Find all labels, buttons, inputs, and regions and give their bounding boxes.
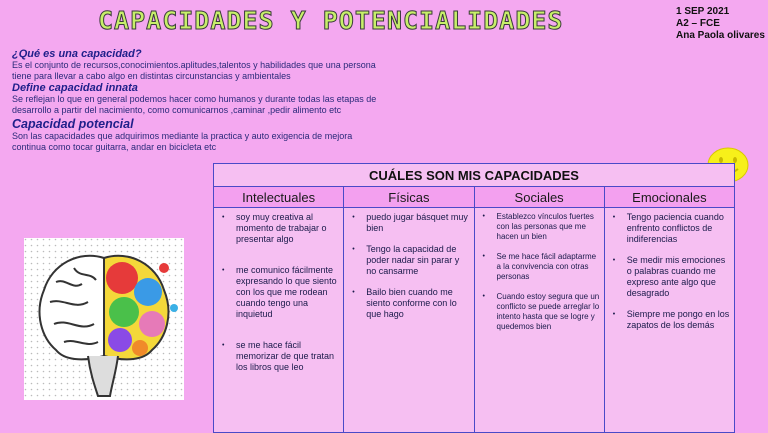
list-item: • Bailo bien cuando me siento conforme con lo que hago — [350, 287, 469, 320]
list-item: • Establezco vínculos fuertes con las personas que me hacen un bien — [481, 212, 600, 242]
capacities-table — [213, 163, 735, 433]
date-label: 1 SEP 2021 — [676, 6, 730, 17]
header-meta — [676, 6, 765, 42]
table-title: CUÁLES SON MIS CAPACIDADES — [214, 164, 734, 187]
page-title: CAPACIDADES Y POTENCIALIDADES — [98, 6, 564, 35]
table-columns — [214, 187, 734, 432]
column-list — [475, 208, 604, 332]
definition-heading-capacidad: ¿Qué es una capacidad? — [12, 48, 142, 60]
author-label: Ana Paola olivares — [676, 30, 765, 41]
definitions-section — [12, 48, 382, 153]
column-header-fisicas: Físicas — [344, 187, 473, 208]
colorful-brain-icon — [24, 238, 184, 400]
list-item: • me comunico fácilmente expresando lo que siento con los que me rodean cuando tengo una inquietud — [220, 265, 339, 320]
column-header-sociales: Sociales — [475, 187, 604, 208]
list-item: • Se medir mis emociones o palabras cuando me expreso ante algo que desagrado — [611, 255, 730, 299]
list-item: • se me hace fácil memorizar de que tratan los libros que leo — [220, 340, 339, 373]
column-fisicas — [344, 187, 474, 432]
list-item: • Tengo la capacidad de poder nadar sin parar y no cansarme — [350, 244, 469, 277]
list-item: • Se me hace fácil adaptarme a la convivencia con otras personas — [481, 252, 600, 282]
column-list — [605, 208, 734, 331]
column-intelectuales — [214, 187, 344, 432]
group-label: A2 – FCE — [676, 18, 720, 29]
definition-heading-innata: Define capacidad innata — [12, 82, 138, 94]
column-list — [344, 208, 473, 320]
column-sociales — [475, 187, 605, 432]
column-header-intelectuales: Intelectuales — [214, 187, 343, 208]
definition-text-potencial: Son las capacidades que adquirimos mediante la practica y auto exigencia de mejora continua como tocar guitarra, andar en bicicleta etc — [12, 131, 353, 152]
list-item: • Siempre me pongo en los zapatos de los demás — [611, 309, 730, 331]
definition-text-capacidad: Es el conjunto de recursos,conocimientos.aplitudes,talentos y habilidades que una persona tiene para llevar a cabo algo en distintas circunstancias y ambientales — [12, 60, 376, 81]
definition-text-innata: Se reflejan lo que en general podemos hacer como humanos y durante todas las etapas de desarrollo a partir del nacimiento, como comunicarnos ,caminar ,pedir alimento etc — [12, 94, 377, 115]
list-item: • soy muy creativa al momento de trabajar o presentar algo — [220, 212, 339, 245]
list-item: • Tengo paciencia cuando enfrento conflictos de indiferencias — [611, 212, 730, 245]
list-item: • Cuando estoy segura que un conflicto se puede arreglar lo intento hasta que se logre y quedemos bien — [481, 292, 600, 332]
column-list — [214, 208, 343, 373]
list-item: • puedo jugar básquet muy bien — [350, 212, 469, 234]
definition-heading-potencial: Capacidad potencial — [12, 117, 134, 131]
column-header-emocionales: Emocionales — [605, 187, 734, 208]
column-emocionales — [605, 187, 734, 432]
